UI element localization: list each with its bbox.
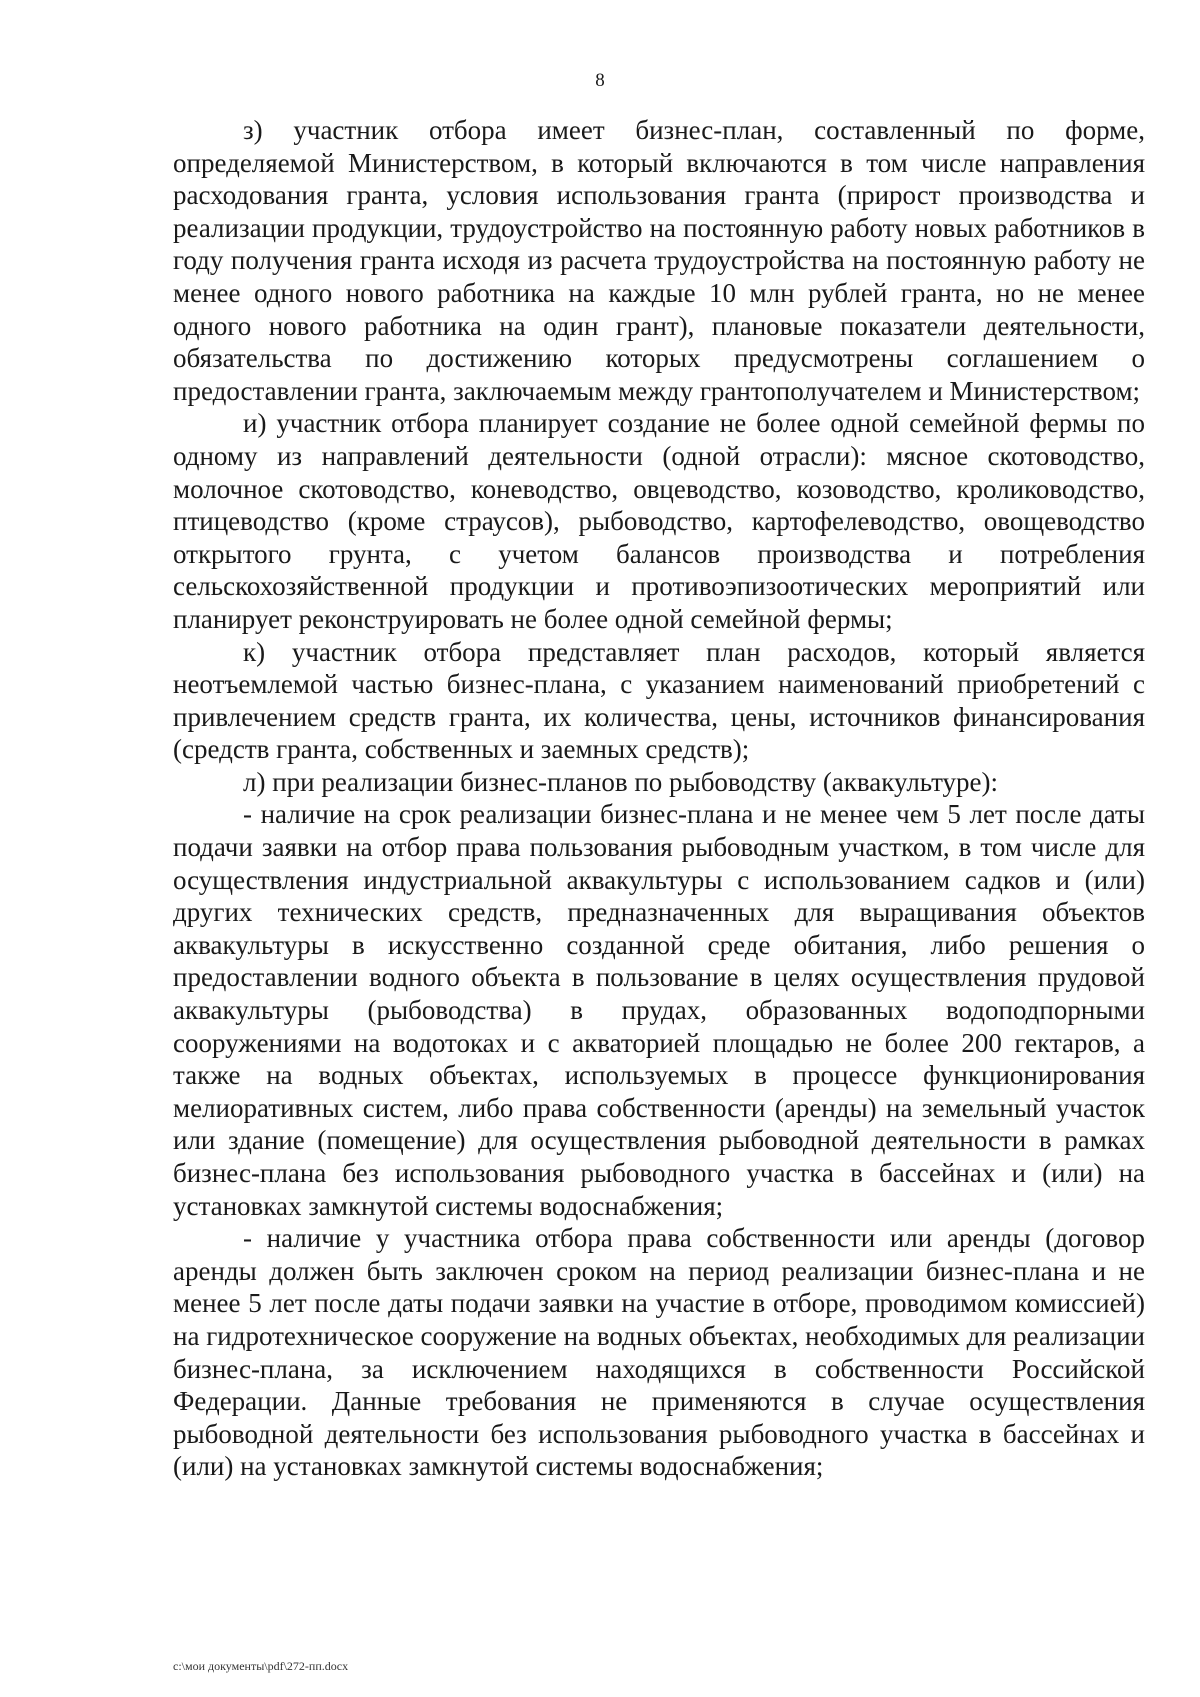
paragraph-l-item-2: - наличие у участника отбора права собственности или аренды (договор аренды должен быть заключен сроком на период реализации бизнес-плана и не менее 5 лет после даты подачи заявки на участие в отборе, проводимом комиссией) на гидротехническое сооружение на водных объектах, необходимых для реализации бизнес-плана, за исключением находящихся в собственности Российской Федерации. Данные требования не применяются в случае осуществления рыбоводной деятельности без использования рыбоводного участка в бассейнах и (или) на установках замкнутой системы водоснабжения; — [173, 1223, 1145, 1482]
paragraph-i: и) участник отбора планирует создание не более одной семейной фермы по одному из направлений деятельности (одной отрасли): мясное скотоводство, молочное скотоводство, коневодство, овцеводство, козоводство, кролиководство, птицеводство (кроме страусов), рыбоводство, картофелеводство, овощеводство открытого грунта, с учетом балансов производства и потребления сельскохозяйственной продукции и противоэпизоотических мероприятий или планирует реконструировать не более одной семейной фермы; — [173, 408, 1145, 634]
document-body — [173, 114, 1145, 1483]
paragraph-l-item-1: - наличие на срок реализации бизнес-плана и не менее чем 5 лет после даты подачи заявки на отбор права пользования рыбоводным участком, в том числе для осуществления индустриальной аквакультуры с использованием садков и (или) других технических средств, предназначенных для выращивания объектов аквакультуры в искусственно созданной среде обитания, либо решения о предоставлении водного объекта в пользование в целях осуществления прудовой аквакультуры (рыбоводства) в прудах, образованных водоподпорными сооружениями на водотоках и с акваторией площадью не более 200 гектаров, а также на водных объектах, используемых в процессе функционирования мелиоративных систем, либо права собственности (аренды) на земельный участок или здание (помещение) для осуществления рыбоводной деятельности в рамках бизнес-плана без использования рыбоводного участка в бассейнах и (или) на установках замкнутой системы водоснабжения; — [173, 799, 1145, 1221]
paragraph-k: к) участник отбора представляет план расходов, который является неотъемлемой частью бизнес-плана, с указанием наименований приобретений с привлечением средств гранта, их количества, цены, источников финансирования (средств гранта, собственных и заемных средств); — [173, 636, 1145, 765]
footer-file-path: c:\мои документы\pdf\272-пп.docx — [173, 1659, 349, 1673]
paragraph-l: л) при реализации бизнес-планов по рыбоводству (аквакультуре): — [243, 766, 999, 797]
paragraph-z: з) участник отбора имеет бизнес-план, составленный по форме, определяемой Министерством, в который включаются в том числе направления расходования гранта, условия использования гранта (прирост производства и реализации продукции, трудоустройство на постоянную работу новых работников в году получения гранта исходя из расчета трудоустройства на постоянную работу не менее одного нового работника на каждые 10 млн рублей гранта, но не менее одного нового работника на один грант), плановые показатели деятельности, обязательства по достижению которых предусмотрены соглашением о предоставлении гранта, заключаемым между грантополучателем и Министерством; — [173, 115, 1145, 406]
page-number: 8 — [595, 70, 605, 91]
